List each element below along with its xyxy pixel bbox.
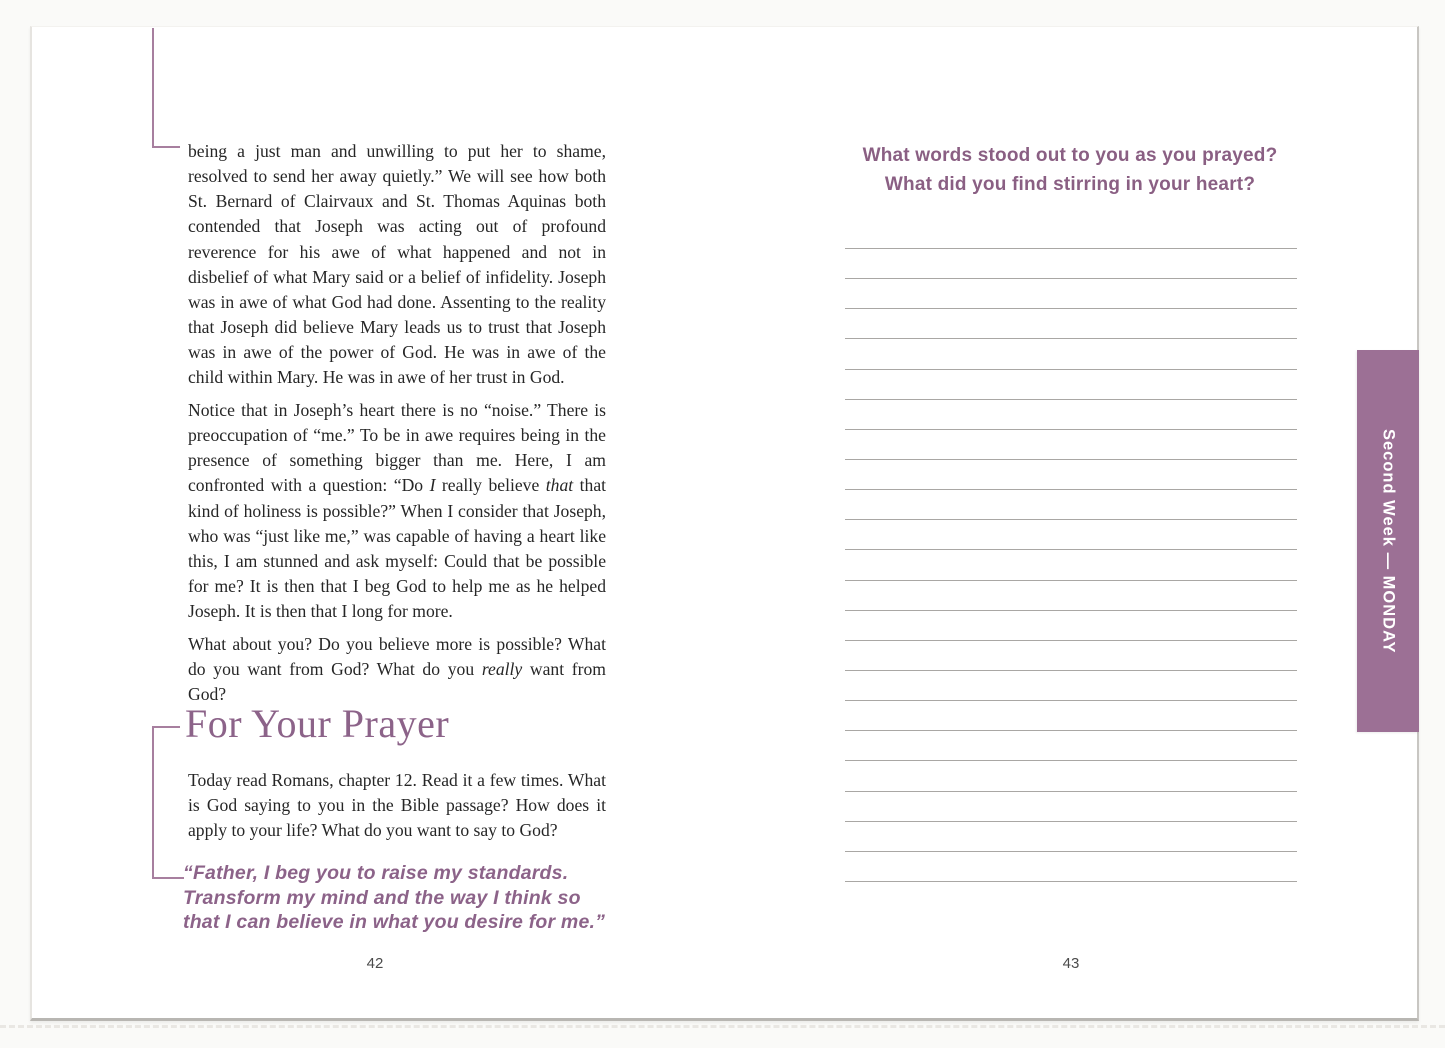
- paragraph-text: What about you? Do you believe more is possible? What do you want from God? What do you: [188, 634, 606, 680]
- journal-line: [845, 640, 1297, 670]
- prayer-quote: “Father, I beg you to raise my standards. Transform my mind and the way I think so that I can believe in what you desire for me.”: [183, 862, 606, 934]
- journal-lines: [845, 248, 1297, 911]
- journal-line: [845, 851, 1297, 881]
- for-your-prayer-heading: For Your Prayer: [185, 701, 450, 746]
- prompt-line-1: What words stood out to you as you prayed?: [862, 145, 1278, 166]
- emphasized-word: really: [481, 659, 523, 680]
- body-paragraph-3: [188, 632, 606, 707]
- journal-line: [845, 248, 1297, 278]
- journal-line: [845, 791, 1297, 821]
- corner-bracket-top: [152, 28, 154, 148]
- stacked-page-edges: [0, 1025, 1445, 1028]
- body-paragraph-2: [188, 398, 606, 624]
- prayer-bracket: [152, 726, 180, 728]
- prayer-bracket: [152, 877, 184, 879]
- emphasized-word: I: [429, 475, 436, 496]
- journal-line: [845, 700, 1297, 730]
- body-paragraph-1: being a just man and unwilling to put her to shame, resolved to send her away quietly.” We will see how both St. Bernard of Clairvaux and St. Thomas Aquinas both contended that Joseph was acting out of profound reverence for his awe of what happened and not in disbelief of what Mary said or a belief of infidelity. Joseph was in awe of what God had done. Assenting to the reality that Joseph did believe Mary leads us to trust that Joseph was in awe of the power of God. He was in awe of the child within Mary. He was in awe of her trust in God.: [188, 141, 606, 388]
- journal-line: [845, 338, 1297, 368]
- journal-line: [845, 399, 1297, 429]
- prayer-instruction-paragraph: Today read Romans, chapter 12. Read it a few times. What is God saying to you in the Bible passage? How does it apply to your life? What do you want to say to God?: [188, 770, 606, 841]
- paragraph-text: want from God?: [188, 659, 606, 705]
- section-tab: [1357, 350, 1419, 732]
- emphasized-word: that: [545, 475, 574, 496]
- journal-line: [845, 278, 1297, 308]
- section-tab-label: Second Week — MONDAY: [1379, 428, 1398, 654]
- journal-line: [845, 459, 1297, 489]
- prompt-line-2: What did you find stirring in your heart?: [884, 173, 1256, 195]
- journal-line: [845, 580, 1297, 610]
- page-number-left: 42: [366, 955, 384, 972]
- journal-line: [845, 489, 1297, 519]
- journal-line: [845, 429, 1297, 459]
- paragraph-text: really believe: [435, 475, 546, 496]
- prayer-bracket: [152, 726, 154, 879]
- paragraph-text: that kind of holiness is possible?” When I consider that Joseph, who was “just like me,” was capable of having a heart like this, I am stunned and ask myself: Could that be possible for me? It is then that I beg God to help me as he helped Joseph. It is then that I long for more.: [188, 475, 607, 622]
- journal-prompt-heading: [800, 142, 1340, 199]
- journal-line: [845, 821, 1297, 851]
- corner-bracket-top: [152, 146, 180, 148]
- journal-line: [845, 308, 1297, 338]
- paragraph-text: Notice that in Joseph’s heart there is no “noise.” There is preoccupation of “me.” To be in awe requires being in the presence of something bigger than me. Here, I am confronted with a question: “Do: [188, 400, 606, 496]
- journal-line: [845, 730, 1297, 760]
- journal-line: [845, 670, 1297, 700]
- page-number-right: 43: [1062, 955, 1080, 972]
- journal-line: [845, 519, 1297, 549]
- journal-line: [845, 610, 1297, 640]
- journal-line: [845, 549, 1297, 579]
- journal-line: [845, 881, 1297, 911]
- journal-line: [845, 760, 1297, 790]
- journal-line: [845, 369, 1297, 399]
